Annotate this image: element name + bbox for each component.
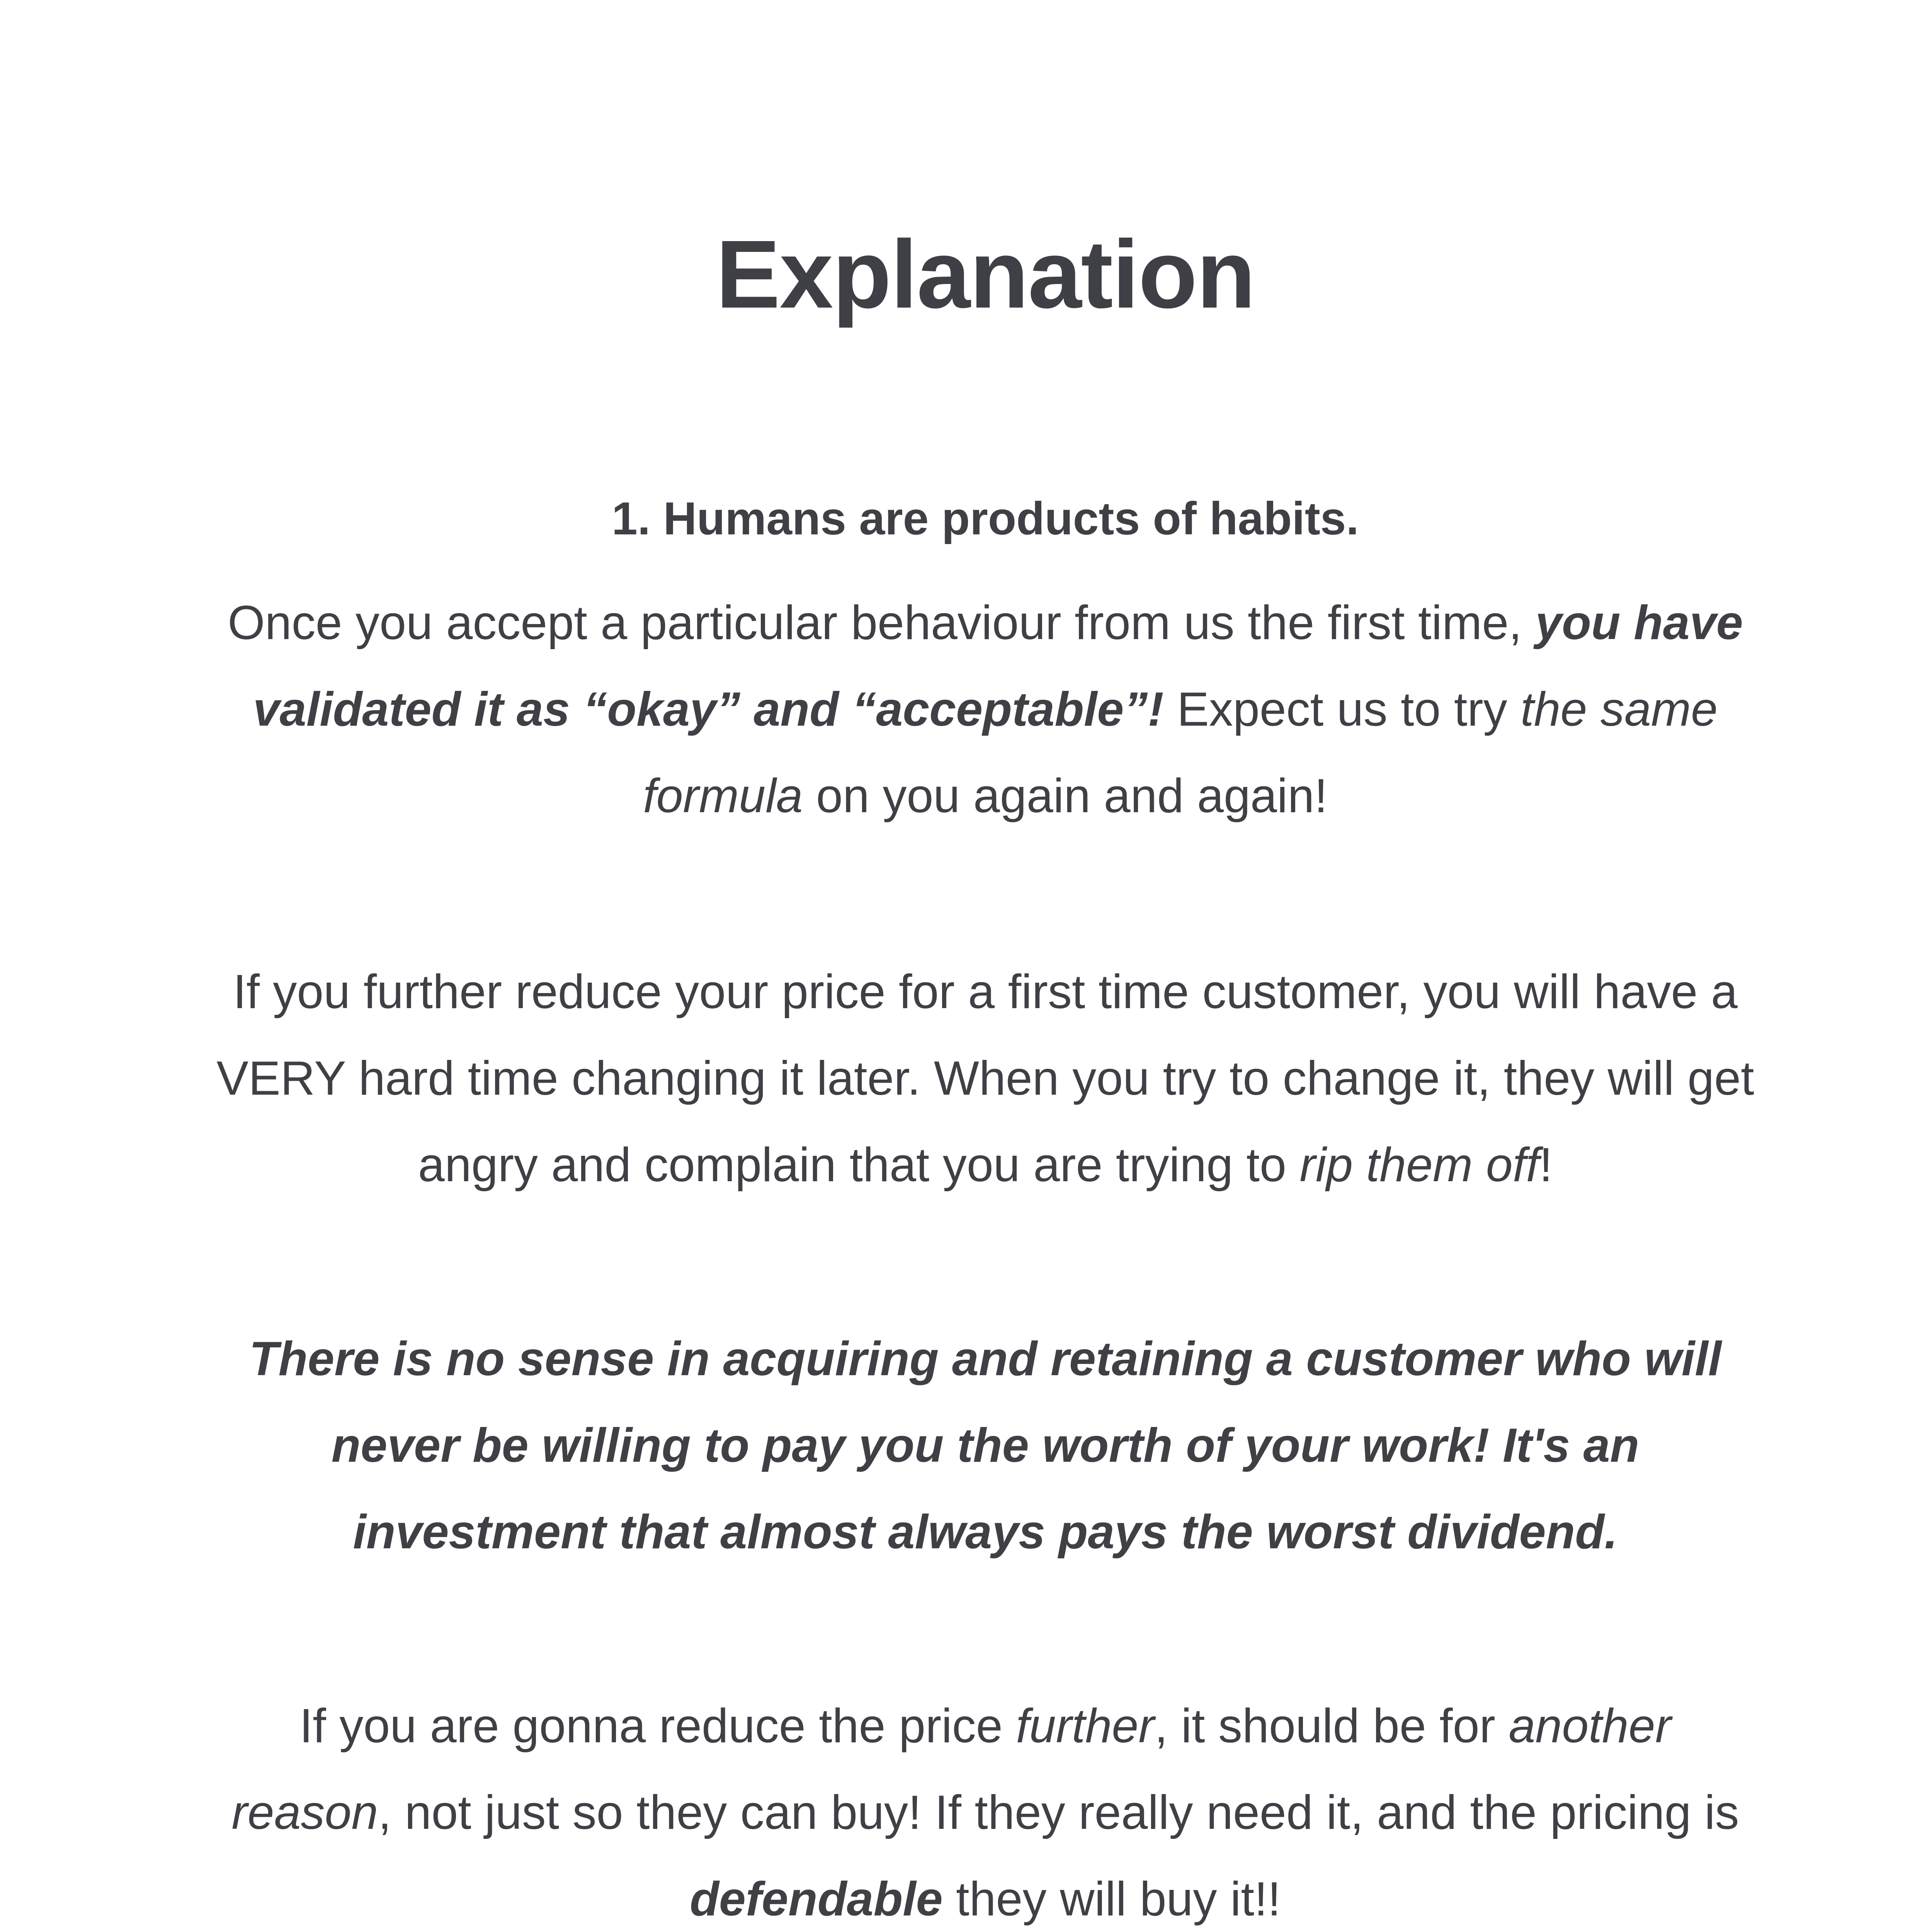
paragraph-habits-text-3: on you again and again! [803,769,1328,823]
paragraph-another-reason-emphasis-2: another reason [231,1699,1671,1839]
paragraph-another-reason-text-3: , not just so they can buy! If they really need it, and the pricing is [378,1786,1739,1839]
paragraph-another-reason-emphasis-3: defendable [690,1872,943,1926]
paragraph-price-reduction-text-2: ! [1539,1138,1553,1192]
paragraph-habits-emphasis-1: you have validated it as “okay” and “acceptable”! [253,596,1743,736]
paragraph-investment [216,1316,1754,1575]
paragraph-another-reason [216,1683,1754,1932]
page-title: Explanation [716,220,1255,328]
paragraph-price-reduction-emphasis: rip them off [1299,1138,1539,1192]
paragraph-another-reason-text-1: If you are gonna reduce the price [299,1699,1016,1753]
paragraph-another-reason-text-4: they will buy it!! [942,1872,1281,1926]
section-heading: 1. Humans are products of habits. [612,493,1359,544]
paragraph-price-reduction-text-1: If you further reduce your price for a first time customer, you will have a VERY hard time changing it later. When you try to change it, they will get angry and complain that you are trying to [216,965,1754,1192]
paragraph-habits-text-2: Expect us to try [1163,683,1521,736]
paragraph-investment-text: There is no sense in acquiring and retaining a customer who will never be willing to pay you the worth of your work! It's an investment that almost always pays the worst dividend. [249,1332,1722,1559]
paragraph-price-reduction [216,949,1754,1208]
paragraph-habits-text-1: Once you accept a particular behaviour from us the first time, [228,596,1536,650]
paragraph-another-reason-text-2: , it should be for [1154,1699,1509,1753]
paragraph-another-reason-emphasis-1: further [1016,1699,1155,1753]
paragraph-habits-emphasis-2: the same formula [643,683,1718,823]
paragraph-habits [216,580,1754,839]
